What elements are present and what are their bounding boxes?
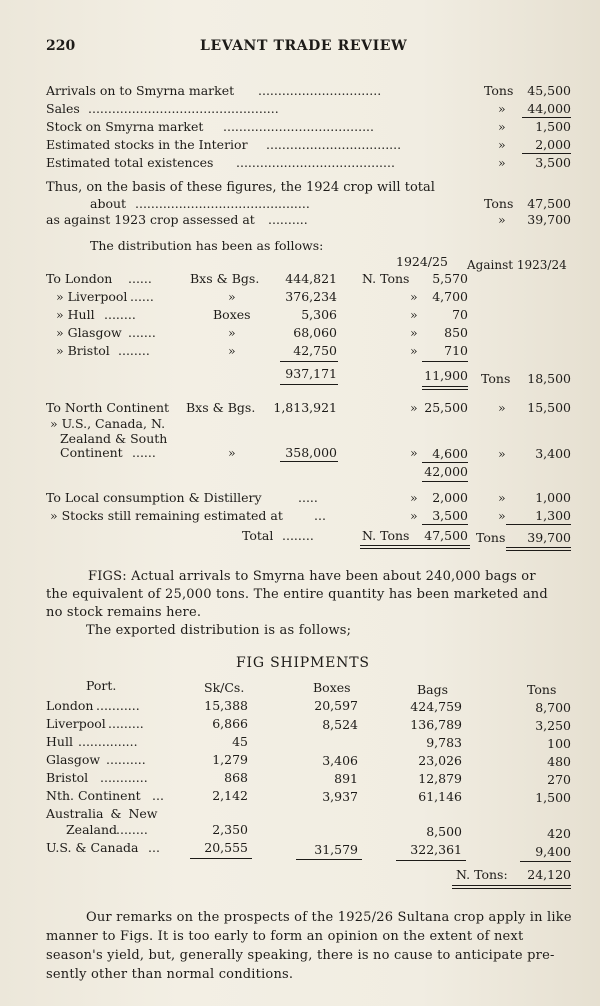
dist-tons: 710 <box>444 343 468 358</box>
dist-prev-unit: » <box>498 400 506 415</box>
ship-sk: 20,555 <box>204 840 248 855</box>
uk-total-qty: 937,171 <box>285 366 337 381</box>
sum-rule <box>422 462 468 463</box>
figs-line: FIGS: Actual arrivals to Smyrna have been about 240,000 bags or <box>88 569 536 584</box>
dist-pack: » <box>228 445 236 460</box>
dist-unit: N. Tons <box>362 271 410 286</box>
shipments-total-value: 24,120 <box>527 867 571 882</box>
dist-label: To London <box>46 271 113 286</box>
ship-bags: 12,879 <box>418 771 462 786</box>
column-header-tons: Tons <box>527 682 557 697</box>
dist-tons: 4,600 <box>432 446 468 461</box>
dist-pack: » <box>228 343 236 358</box>
column-header-boxes: Boxes <box>313 680 351 695</box>
ship-sk: 2,142 <box>212 788 248 803</box>
summary-value: 1,500 <box>535 119 571 134</box>
uk-prev-value: 18,500 <box>527 371 571 386</box>
ship-tons: 420 <box>547 826 571 841</box>
dist-tons: 70 <box>452 307 468 322</box>
summary-unit: » <box>498 101 506 116</box>
uk-total-tons: 11,900 <box>424 368 468 383</box>
sum-rule <box>422 361 468 362</box>
dist-label: » Hull <box>56 307 95 322</box>
column-header-port: Port. <box>86 678 117 693</box>
dist-qty: 68,060 <box>293 325 337 340</box>
dist-tons: 4,700 <box>432 289 468 304</box>
summary-label: Sales <box>46 101 80 116</box>
ship-port: Nth. Continent <box>46 788 141 803</box>
dist-label: » Stocks still remaining estimated at <box>50 508 283 523</box>
ship-tons: 480 <box>547 754 571 769</box>
ship-bags: 9,783 <box>426 735 462 750</box>
dist-pack: Bxs & Bgs. <box>190 271 260 286</box>
dist-prev: 15,500 <box>527 400 571 415</box>
total-label: Total <box>242 528 274 543</box>
uk-prev-unit: Tons <box>481 371 511 386</box>
dist-prev: 3,400 <box>535 446 571 461</box>
sum-rule <box>280 384 338 385</box>
leader-dots: ......... <box>108 716 144 731</box>
sum-rule <box>280 461 338 462</box>
ship-bags: 322,361 <box>410 842 462 857</box>
dist-qty: 376,234 <box>285 289 337 304</box>
dist-label: » Liverpool <box>56 289 128 304</box>
dist-prev-unit: » <box>498 446 506 461</box>
total-prev-unit: Tons <box>476 530 506 545</box>
ship-tons: 1,500 <box>535 790 571 805</box>
ship-sk: 1,279 <box>212 752 248 767</box>
sum-rule <box>522 117 571 118</box>
estimate-unit: » <box>498 212 506 227</box>
leader-dots: ..... <box>298 490 318 505</box>
ship-boxes: 891 <box>334 771 358 786</box>
leader-dots: ............ <box>100 770 148 785</box>
dist-unit: » <box>410 400 418 415</box>
summary-unit: Tons <box>484 83 514 98</box>
ship-bags: 136,789 <box>410 717 462 732</box>
dist-pack: Bxs & Bgs. <box>186 400 256 415</box>
ship-boxes: 8,524 <box>322 717 358 732</box>
dist-prev: 1,300 <box>535 508 571 523</box>
leader-dots: ........... <box>96 698 140 713</box>
summary-label: Estimated total existences <box>46 155 214 170</box>
ship-boxes: 3,406 <box>322 753 358 768</box>
sum-rule <box>452 888 571 889</box>
dist-prev: 1,000 <box>535 490 571 505</box>
summary-unit: » <box>498 155 506 170</box>
leader-dots: ........................................ <box>236 155 395 170</box>
leader-dots: ............................... <box>258 83 382 98</box>
dist-unit: » <box>410 508 418 523</box>
dist-label: Zealand & South <box>60 431 168 446</box>
sum-rule <box>190 858 252 859</box>
ship-boxes: 3,937 <box>322 789 358 804</box>
sum-rule <box>522 153 571 154</box>
leader-dots: ................................................ <box>88 101 279 116</box>
leader-dots: ...... <box>128 271 152 286</box>
export-subtotal: 42,000 <box>424 464 468 479</box>
leader-dots: ... <box>152 788 164 803</box>
figs-line: The exported distribution is as follows; <box>86 623 352 638</box>
sum-rule <box>360 545 470 546</box>
ship-tons: 9,400 <box>535 844 571 859</box>
closing-line: manner to Figs. It is too early to form an opinion on the extent of next <box>46 929 524 944</box>
ship-sk: 15,388 <box>204 698 248 713</box>
dist-label: Continent <box>60 445 123 460</box>
column-header-bags: Bags <box>417 682 449 697</box>
dist-qty: 42,750 <box>293 343 337 358</box>
leader-dots: .................................. <box>266 137 402 152</box>
leader-dots: ............... <box>78 734 138 749</box>
dist-label: To North Continent <box>46 400 170 415</box>
page-number: 220 <box>46 38 76 54</box>
sum-rule <box>422 386 468 387</box>
dist-unit: » <box>410 289 418 304</box>
summary-value: 2,000 <box>535 137 571 152</box>
dist-unit: » <box>410 490 418 505</box>
leader-dots: ...... <box>130 289 154 304</box>
dist-label: To Local consumption & Distillery <box>46 490 262 505</box>
column-header-1924: 1924/25 <box>396 254 448 269</box>
running-title: LEVANT TRADE REVIEW <box>200 38 408 54</box>
ship-port: Liverpool <box>46 716 106 731</box>
dist-tons: 3,500 <box>432 508 468 523</box>
estimate-against: as against 1923 crop assessed at <box>46 212 255 227</box>
distribution-intro: The distribution has been as follows: <box>90 238 324 253</box>
estimate-value: 47,500 <box>527 196 571 211</box>
ship-bags: 61,146 <box>418 789 462 804</box>
dist-tons: 25,500 <box>424 400 468 415</box>
estimate-unit: Tons <box>484 196 514 211</box>
sum-rule <box>452 885 571 886</box>
summary-label: Arrivals on to Smyrna market <box>46 83 235 98</box>
sum-rule <box>422 524 468 525</box>
dist-label: » U.S., Canada, N. <box>50 416 166 431</box>
ship-boxes: 20,597 <box>314 698 358 713</box>
dist-unit: » <box>410 343 418 358</box>
summary-value: 45,500 <box>527 83 571 98</box>
leader-dots: ........ <box>118 343 150 358</box>
sum-rule <box>360 548 470 549</box>
ship-sk: 868 <box>224 770 248 785</box>
ship-port: Australia & New <box>46 806 158 821</box>
ship-port: Hull <box>46 734 73 749</box>
fig-shipments-title: FIG SHIPMENTS <box>236 655 370 671</box>
dist-tons: 2,000 <box>432 490 468 505</box>
estimate-line: Thus, on the basis of these figures, the 1924 crop will total <box>46 180 435 195</box>
dist-qty: 1,813,921 <box>273 400 337 415</box>
summary-label: Stock on Smyrna market <box>46 119 204 134</box>
ship-tons: 8,700 <box>535 700 571 715</box>
ship-port: London <box>46 698 94 713</box>
dist-unit: » <box>410 445 418 460</box>
total-prev: 39,700 <box>527 530 571 545</box>
ship-port: U.S. & Canada <box>46 840 139 855</box>
ship-bags: 23,026 <box>418 753 462 768</box>
dist-label: » Glasgow <box>56 325 122 340</box>
leader-dots: ............................................ <box>135 196 310 211</box>
sum-rule <box>506 547 571 548</box>
closing-line: sently other than normal conditions. <box>46 967 294 982</box>
sum-rule <box>506 524 571 525</box>
ship-port: Glasgow <box>46 752 101 767</box>
sum-rule <box>396 860 466 861</box>
closing-line: Our remarks on the prospects of the 1925/26 Sultana crop apply in like <box>86 910 572 925</box>
ship-bags: 8,500 <box>426 824 462 839</box>
ship-boxes: 31,579 <box>314 842 358 857</box>
dist-pack: Boxes <box>213 307 251 322</box>
figs-line: the equivalent of 25,000 tons. The entire quantity has been marketed and <box>46 587 548 602</box>
summary-value: 3,500 <box>535 155 571 170</box>
leader-dots: .......... <box>106 752 146 767</box>
sum-rule <box>280 361 338 362</box>
estimate-value: 39,700 <box>527 212 571 227</box>
ship-port: Zealand <box>66 822 118 837</box>
leader-dots: ........ <box>104 307 136 322</box>
dist-qty: 5,306 <box>301 307 337 322</box>
dist-qty: 358,000 <box>285 445 337 460</box>
ship-sk: 45 <box>232 734 248 749</box>
closing-line: season's yield, but, generally speaking, there is no cause to anticipate pre- <box>46 948 555 963</box>
sum-rule <box>422 389 468 390</box>
leader-dots: ...... <box>132 445 156 460</box>
summary-unit: » <box>498 119 506 134</box>
ship-bags: 424,759 <box>410 699 462 714</box>
sum-rule <box>520 861 571 862</box>
summary-value: 44,000 <box>527 101 571 116</box>
dist-unit: » <box>410 307 418 322</box>
dist-qty: 444,821 <box>285 271 337 286</box>
column-header-sk: Sk/Cs. <box>204 680 245 695</box>
ship-tons: 270 <box>547 772 571 787</box>
sum-rule <box>506 550 571 551</box>
column-header-1923: Against 1923/24 <box>467 258 567 272</box>
sum-rule <box>296 859 362 860</box>
summary-label: Estimated stocks in the Interior <box>46 137 248 152</box>
leader-dots: ........ <box>282 528 314 543</box>
sum-rule <box>422 481 468 482</box>
leader-dots: ........ <box>116 822 148 837</box>
figs-line: no stock remains here. <box>46 605 202 620</box>
dist-pack: » <box>228 289 236 304</box>
dist-pack: » <box>228 325 236 340</box>
leader-dots: ... <box>314 508 326 523</box>
ship-sk: 2,350 <box>212 822 248 837</box>
leader-dots: .......... <box>268 212 308 227</box>
dist-prev-unit: » <box>498 490 506 505</box>
dist-tons: 850 <box>444 325 468 340</box>
dist-prev-unit: » <box>498 508 506 523</box>
ship-tons: 3,250 <box>535 718 571 733</box>
ship-sk: 6,866 <box>212 716 248 731</box>
ship-port: Bristol <box>46 770 89 785</box>
dist-tons: 5,570 <box>432 271 468 286</box>
leader-dots: ....... <box>128 325 156 340</box>
leader-dots: ... <box>148 840 160 855</box>
total-unit: N. Tons <box>362 528 410 543</box>
estimate-about: about <box>90 196 127 211</box>
dist-label: » Bristol <box>56 343 110 358</box>
ship-tons: 100 <box>547 736 571 751</box>
leader-dots: ...................................... <box>223 119 374 134</box>
shipments-total-label: N. Tons: <box>456 867 508 882</box>
summary-unit: » <box>498 137 506 152</box>
total-tons: 47,500 <box>424 528 468 543</box>
dist-unit: » <box>410 325 418 340</box>
